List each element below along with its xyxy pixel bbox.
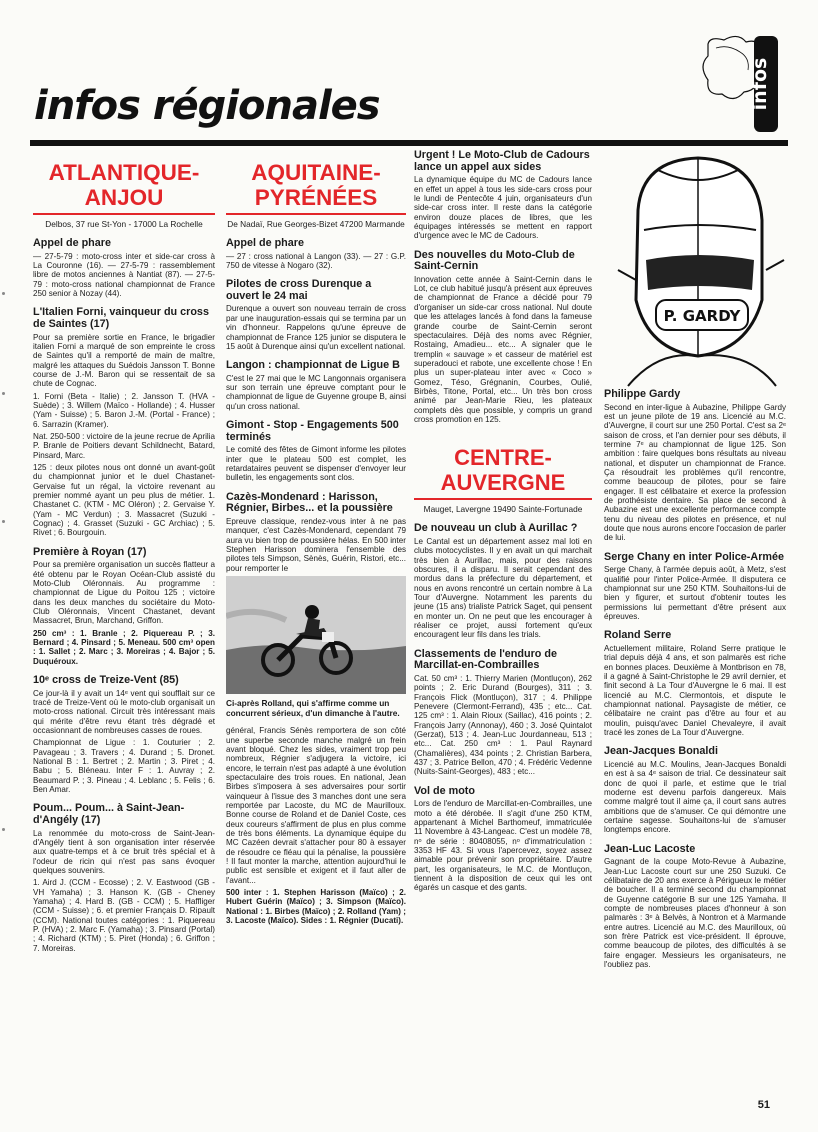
article-body: Epreuve classique, rendez-vous inter à ne pas manquer, c'est Cazès-Mondenard, cependant 79 aura vu bien trop de poussière hélas. En 500 inter Stephen Harisson dominera l'ensemble des pilotes tels Simpson, Sènès, Guérin, Ristori, etc... pour remporter le [226,516,406,573]
article-heading: L'Italien Forni, vainqueur du cross de Saintes (17) [33,306,209,330]
article-body: Gagnant de la coupe Moto-Revue à Aubazine, Jean-Luc Lacoste court sur une 250 Suzuki. Ce célibataire de 20 ans exerce à Périgueux le métier de boucher. Il a terminé second du championnat de Guyenne catégorie B sur une 125 Yamaha. Il compte de nombreuses places d'honneur à son palmarès : 3ᵉ à Belvès, à Nontron et à Marmande entre autres. Licencié au M.C. des Maurilloux, où son frère Patrick est vice-président. Il éprouve, comme beaucoup de pilotes, des difficultés à se faire engager. Messieurs les organisateurs, ne l'oubliez pas. [604,857,786,970]
article-heading: Cazès-Mondenard : Harisson, Régnier, Birbes... et la poussière [226,490,393,515]
article-body: Second en inter-ligue à Aubazine, Philippe Gardy est un jeune pilote de 19 ans. Licencié au M.C. d'Auvergne, il court sur une 250 Portal. C'est sa 2ᵉ saison de cross, et l'an dernier pour ses débuts, il termine 7ᵉ au championnat de ligue 125. Son ambition : faire quelques bons résultats au niveau national, et disputer un championnat de France. Ça résoudrait les problèmes qu'il rencontre, comme beaucoup de pilotes, pour se faire engager. Il est célibataire et exerce la profession de prothésiste dentaire. Sa place de second à Aubazine est une excellente performance compte tenu du niveau des pilotes en présence, et nul doute que nous aurons encore l'occasion de parler de lui. [604,402,786,543]
article-heading: Première à Royan (17) [33,545,147,558]
logo-text: infos [749,57,771,111]
page-number: 51 [757,1099,770,1111]
article-heading: Gimont - Stop - Engagements 500 terminés [226,419,399,443]
article-body: Le comité des fêtes de Gimont informe les pilotes inter que le plateau 500 est complet, les retardataires peuvent se dispenser d'envoyer leur bulletin, les engagements sont clos. [226,445,406,483]
column-atlantique-anjou [33,160,215,1085]
region-heading: ATLANTIQUE-ANJOU [48,160,200,210]
article-heading: Vol de moto [414,784,475,797]
article-heading: Poum... Poum... à Saint-Jean-d'Angély (17) [33,802,185,827]
region-rule [226,213,406,215]
article-body: Lors de l'enduro de Marcillat-en-Combrailles, une moto a été dérobée. Il s'agit d'une 250 KTM, appartenant à Michel Barthomeuf, immatriculée 11 Novembre à 43-Langeac. C'est un modèle 78, nᵒ de série : 80408055, nᵒ d'immatriculation : 3353 HF 43. Si vous l'apercevez, soyez assez aimable pour prévenir son propriétaire. D'autre part, les organisateurs, le M.C. de Montluçon, tiennent à la disposition de ceux qui les ont égarés un casque et des gants. [414,799,592,893]
article-results: 125 : deux pilotes nous ont donné un avant-goût du championnat junior et le duel Chastanet-Gervaise fut un régal, la victoire revenant au premier nommé ayant un peu plus de métier. 1. Chastanet C. (KTM - MC Oléron) ; 2. Gervaise Y. (Yam - MC Verdun) ; 3. Massacret (Suzuki - Cognac) ; 4. Grasset (Suzuki - GC Archiac) ; 5. Rivet ; 6. Bourgouin. [33,462,215,538]
article-results: 1. Forni (Beta - Italie) ; 2. Jansson T. (HVA - Suède) ; 3. Willem (Maïco - Hollande) ; 4. Husser (Yam - Suisse) ; 5. Baron J.-M. (Portal - France) ; 6. Sarrazin (Kramer). [33,391,215,429]
region-address: De Nadaï, Rue Georges-Bizet 47200 Marmande [227,219,405,229]
article-heading: Serge Chany en inter Police-Armée [604,550,785,563]
article-body: Actuellement militaire, Roland Serre pratique le trial depuis déjà 4 ans, et son palmarès est riche en bonnes places. Deuxième à Montbrison en 78, il a gagné à Saint-Christophe le 29 avril dernier, et finit second à La Tour d'Auvergne le 6 mai. Il est licencié au M.C. Clermontois, et dispute le championnat national. Paysagiste de métier, ce célibataire ne craint pas d'être au four et au moulin, puisqu'avec Daniel Chevaleyre, il avait tracé les zones de La Tour d'Auvergne. [604,644,786,738]
article-heading: Urgent ! Le Moto-Club de Cadours lance un appel aux sides [414,150,590,173]
article-body: — 27 : cross national à Langon (33). — 27 : G.P. 750 de vitesse à Nogaro (32). [226,251,406,270]
article-heading: Jean-Luc Lacoste [604,842,696,855]
region-rule [414,498,592,500]
article-heading: Langon : championnat de Ligue B [226,359,400,372]
article-body: — 27-5-79 : moto-cross inter et side-car cross à La Couronne (16). — 27-5-79 : rassemblement libre de motos anciennes à Nantiat (87). — 27-5-79 : moto-cross national championnat de France 250 senior à Nozay (44). [33,251,215,298]
article-body: Pour sa première sortie en France, le brigadier italien Forni a marqué de son empreinte le cross de Saintes qu'il a remporté de main de maître, malgré les attaques du Suédois Jansson T. Bonne course de J.-M. Baron qui se ressentait de sa chute de Cognac. [33,332,215,389]
article-body: Cat. 50 cm³ : 1. Thierry Marien (Montluçon), 262 points ; 2. Eric Durand (Bourges), 311 ; 3. François Flick (Montluçon), 317 ; 4. Philippe Penevere (Clermont-Ferrand), 435 ; etc... Cat. 125 cm³ : 1. Alain Rioux (Saillac), 416 points ; 2. François Jarry (Annonay), 460 ; 3. José Quintalot (Gerzat), 513 ; 4. Jean-Luc Jourdanneau, 513 ; etc... Cat. 250 cm³ : 1. Paul Raynard (Chamalières), 434 points ; 2. Christian Barbera, 437 ; 3. Patrice Bellon, 470 ; 4. Frédéric Vedenne (Nuits-Saint-Georges), 483 ; etc... [414,673,592,777]
article-heading: Philippe Gardy [604,389,681,400]
article-results: 500 inter : 1. Stephen Harisson (Maïco) ; 2. Hubert Guérin (Maïco) ; 3. Simpson (Maïco). National : 1. Birbes (Maïco) ; 2. Rolland (Yam) ; 3. Lacoste (Maïco). Sides : 1. Régnier (Ducati). [226,888,406,926]
region-heading: AQUITAINE-PYRÉNÉES [251,160,381,210]
article-body: C'est le 27 mai que le MC Langonnais organisera sur son terrain une épreuve comptant pour le championnat de ligue de Guyenne groupe B, ainsi qu'un cross national. [226,373,406,411]
article-body: Licencié au M.C. Moulins, Jean-Jacques Bonaldi en est à sa 4ᵉ saison de trial. Ce dessinateur sait donc de quoi il parle, et estime que le trial moderne est devenu parfois dangereux. Mais comme malgré tout il aime ça, il court sans autres ambitions que de s'amuser. Ce qui démontre une certaine sagesse. Souhaitons-lui de s'amuser longtemps encore. [604,760,786,835]
region-address: Delbos, 37 rue St-Yon - 17000 La Rochelle [45,219,203,229]
article-results: Championnat de Ligue : 1. Couturier ; 2. Pavageau ; 3. Travers ; 4. Durand ; 5. Dronet. National B : 1. Bertret ; 2. Martin ; 3. Piret ; 4. Babu ; 5. Bléneau. Inter F : 1. Auvray ; 2. Beaumard P. ; 3. Pineau ; 4. Leblanc ; 5. Felis ; 6. Ben Amar. [33,738,215,795]
article-heading: Jean-Jacques Bonaldi [604,745,719,758]
article-heading: Roland Serre [604,629,672,642]
article-body: Innovation cette année à Saint-Cernin dans le Lot, ce club habitué jusqu'à présent aux épreuves de championnat de France a décidé pour 79 d'organiser un side-car cross national. Nul doute que les attelages lancés à fond dans la fameuse grande courbe de Saint-Cernin seront spectaculaires. Déjà des noms avec Régnier, Rostaing, Amadieu... etc... A signaler que le tremplin « sauvage » et casseur de matériel est superadouci et rabote, une excellente chose ! En plus un super-plateau inter avec « Coco » Gomez, Téso, Grégnanin, Courbes, Oulié, Birbès, Titone, Portal, etc... Un très bon cross animé par Jean-Marie Rieu, les plateaux complets dès que possible, y compris un grand cross promotion en 125. [414,274,592,424]
article-heading: Appel de phare [33,237,111,249]
photo-caption: Ci-après Rolland, qui s'affirme comme un concurrent sérieux, d'un dimanche à l'autre. [226,697,400,718]
title-divider [30,140,788,146]
article-body: Durenque a ouvert son nouveau terrain de cross par une inauguration-essais qui se termina par un vin d'honneur. Rappelons qu'une épreuve de championnat de France 125 junior se disputera le 15 août à Durenque ainsi qu'un excellent national. [226,304,406,351]
article-results: 250 cm³ : 1. Branle ; 2. Piquereau P. ; 3. Bernard ; 4. Pinsard ; 5. Meneau. 500 cm³ open : 1. Sallet ; 2. Marc ; 3. Moreiras ; 4. Bajor ; 5. Duquéroux. [33,628,215,666]
column-profiles [604,389,786,1089]
article-heading: De nouveau un club à Aurillac ? [414,522,578,535]
region-rule [33,213,215,215]
helmet-label: P. GARDY [663,307,741,325]
article-body: Le Cantal est un département assez mal loti en clubs motocyclistes. Il y en avait un qui marchait très bien à Aurillac, mais, pour des raisons obscures, il a disparu. Il serait cependant des mordus dans la préfecture du département, et nous en avons rencontré un certain nombre à La Tour d'Auvergne. Notamment les parents du jeune (15 ans) trialiste Patrick Saget, qui pensent en monter un. On ne peut que les encourager à réaliser ce projet, aussi fortement qu'eux encouragent leur fils dans les trials. [414,536,592,640]
article-body: La renommée du moto-cross de Saint-Jean-d'Angély tient à son organisation inter réservée aux quatre-temps et à ce bruit très spécial et à l'odeur de ricin qui n'est pas sans évoquer quelques souvenirs. [33,828,215,876]
article-results: 1. Aird J. (CCM - Ecosse) ; 2. V. Eastwood (GB - VH Yamaha) ; 3. Hanson K. (GB - Cheney Yamaha) ; 4. Hard B. (GB - CCM) ; 5. Haffliger (CCM - Suisse) ; 6. et premier Français D. Ripault (CCM). National toutes catégories : 1. Piquereau P. (HVA) ; 2. Marc F. (Yamaha) ; 3. Pinsard (Portal) ; 4. Richard (KTM) ; 5. Piret (Honda) ; 6. Griffon ; 7. Moreiras. [33,878,215,953]
article-body: Pour sa première organisation un succès flatteur a été obtenu par le Royan Océan-Club assisté du Moto-Club Oléronnais. Au programme : championnat de Ligue du Poitou 125 ; victoire dans les deux manches du sociétaire du Moto-Club Oléronnais, Vincent Chastanet, devant Massacret, Brun, Marchand, Griffon. [33,560,215,626]
article-heading: Classements de l'enduro de Marcillat-en-Combrailles [414,647,557,672]
article-heading: 10ᵉ cross de Treize-Vent (85) [33,674,179,687]
magazine-logo [700,34,782,134]
article-body: général, Francis Sénès remportera de son côté une superbe seconde manche malgré un frein avant bloqué. Chez les sides, vraiment trop peu nombreux, Régnier s'adjugera la victoire, ici encore, le terrain n'est pas adapté à une évolution spectaculaire des trois roues. En national, Jean Birbes s'imposera à ses adversaires pour sortir vainqueur à l'issue des 3 manches dont une sera remportée par Lacoste, du MC de Maurilloux. Bonne course de Roland et de Daniel Coste, ces deux coureurs s'affirment de plus en plus comme de très bons éléments. La dynamique équipe du MC Cazéen devrait s'attacher pour 80 à essayer de résoudre ce fléau qui la pénalise, la poussière ! Il faut monter la marche, attention aujourd'hui le public est sensible et exigent et il faut aller de l'avant... [226,726,406,885]
article-heading: Appel de phare [226,237,304,249]
page-title: infos régionales [34,83,380,129]
motocross-photo [226,576,406,694]
article-results: Nat. 250-500 : victoire de la jeune recrue de Aprilia P. Branle de Poitiers devant Schildnecht, Batard, Pinsard, Marc. [33,431,215,460]
column-centre-auvergne [414,150,592,1085]
article-body: Ce jour-là il y avait un 14ᵉ vent qui soufflait sur ce tracé de Treize-Vent où le moto-club organisait un moto-cross national. Circuit très intéressant mais qui mérite d'être revu étant très dégradé et occasionnant de nombreuses casses de roues. [33,688,215,736]
column-aquitaine-pyrenees [226,160,406,1085]
article-heading: Des nouvelles du Moto-Club de Saint-Cernin [414,248,575,273]
article-body: La dynamique équipe du MC de Cadours lance en effet un appel à tous les side-cars cross pour le lundi de Pentecôte 4 juin, organisateurs d'un side-car cross inter. Il reste dans la catégorie environ douze places de libres, que les équipages intéressés se mettent en rapport d'urgence avec le MC de Cadours. [414,175,592,241]
article-body: Serge Chany, à l'armée depuis août, à Metz, s'est qualifié pour l'inter Police-Armée. Il disputera ce championnat sur une 250 KTM. Souhaitons-lui de bien y figurer, et surtout d'obtenir toutes les permissions lui permettant d'être présent aux épreuves. [604,565,786,622]
region-heading: CENTRE-AUVERGNE [440,445,566,496]
region-address: Mauget, Lavergne 19490 Sainte-Fortunade [423,504,583,515]
article-heading: Pilotes de cross Durenque a ouvert le 24 mai [226,278,372,302]
rider-portrait-drawing [598,150,788,388]
